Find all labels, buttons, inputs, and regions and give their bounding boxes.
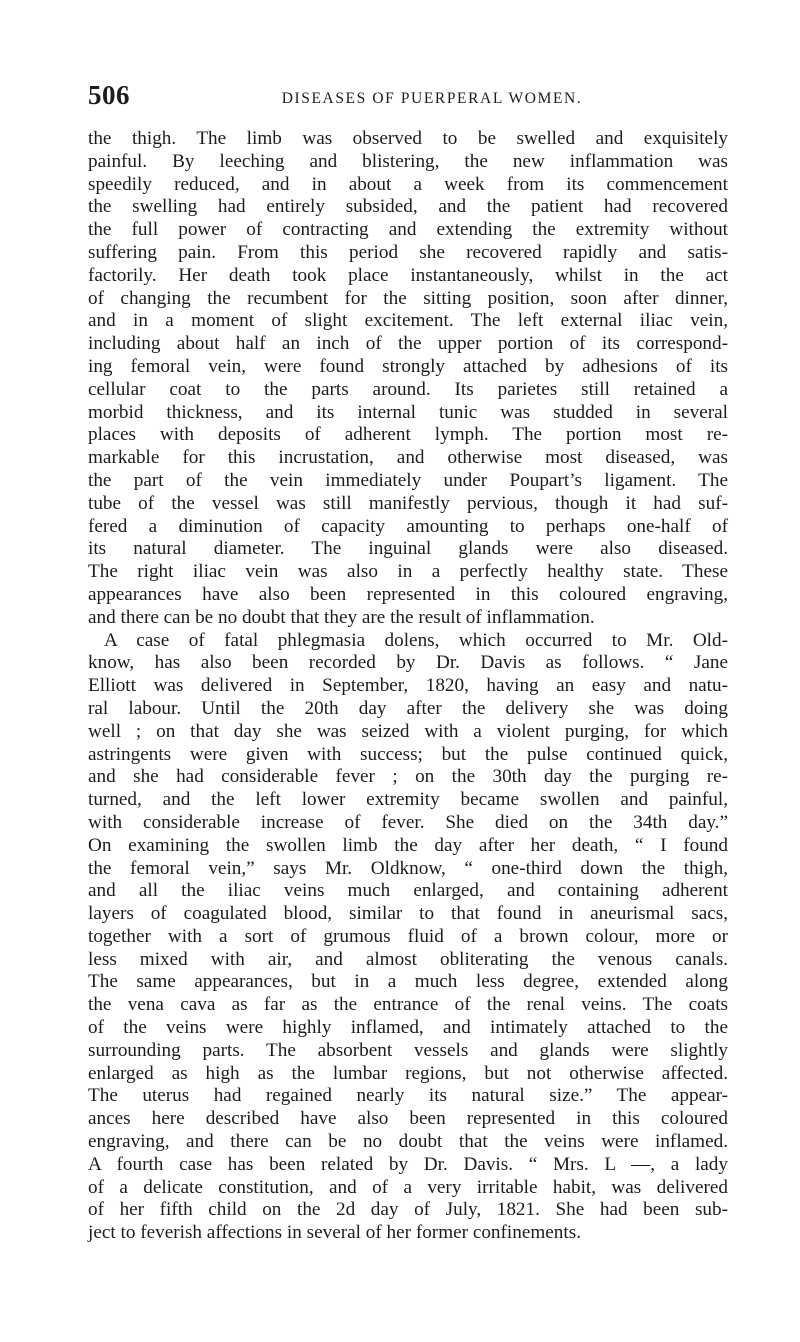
text-line: appearances have also been represented in this coloured engraving, [88,583,728,605]
text-line: less mixed with air, and almost obliterating the venous canals. [88,948,728,970]
text-line: cellular coat to the parts around. Its parietes still retained a [88,378,728,400]
page-number: 506 [88,80,130,110]
running-head [88,80,728,114]
text-line: including about half an inch of the upper portion of its correspond- [88,333,728,355]
text-line: A case of fatal phlegmasia dolens, which occurred to Mr. Old- [104,629,728,651]
text-line: and there can be no doubt that they are the result of inflammation. [88,606,595,628]
text-line: morbid thickness, and its internal tunic was studded in several [88,401,728,423]
text-line: the femoral vein,” says Mr. Oldknow, “ one-third down the thigh, [88,857,728,879]
running-title: DISEASES OF PUERPERAL WOMEN. [281,90,583,107]
text-line: A fourth case has been related by Dr. Davis. “ Mrs. L —, a lady [88,1153,728,1175]
text-line: tube of the vessel was still manifestly pervious, though it had suf- [88,492,728,514]
text-line: of a delicate constitution, and of a very irritable habit, was delivered [88,1176,728,1198]
text-line: suffering pain. From this period she recovered rapidly and satis- [88,241,728,263]
text-line: its natural diameter. The inguinal glands were also diseased. [88,538,728,560]
text-line: painful. By leeching and blistering, the new inflammation was [88,150,728,172]
text-line: of the veins were highly inflamed, and intimately attached to the [88,1017,728,1039]
text-line: the swelling had entirely subsided, and the patient had recovered [88,196,728,218]
text-line: engraving, and there can be no doubt that the veins were inflamed. [88,1131,728,1153]
text-line: On examining the swollen limb the day after her death, “ I found [88,834,728,856]
text-line: ing femoral vein, were found strongly attached by adhesions of its [88,355,728,377]
text-line: of her fifth child on the 2d day of July, 1821. She had been sub- [88,1199,728,1221]
text-line: turned, and the left lower extremity became swollen and painful, [88,789,728,811]
text-line: fered a diminution of capacity amounting to perhaps one-half of [88,515,728,537]
text-line: ral labour. Until the 20th day after the delivery she was doing [88,697,728,719]
text-line: places with deposits of adherent lymph. The portion most re- [88,424,728,446]
text-line: and all the iliac veins much enlarged, and containing adherent [88,880,728,902]
text-line: with considerable increase of fever. She died on the 34th day.” [88,811,728,833]
text-line: and in a moment of slight excitement. The left external iliac vein, [88,310,728,332]
text-line: of changing the recumbent for the sitting position, soon after dinner, [88,287,728,309]
text-line: ject to feverish affections in several of her former confinements. [88,1222,581,1244]
text-line: the full power of contracting and extending the extremity without [88,219,728,241]
text-line: surrounding parts. The absorbent vessels and glands were slightly [88,1039,728,1061]
text-line: astringents were given with success; but the pulse continued quick, [88,743,728,765]
text-line: markable for this incrustation, and otherwise most diseased, was [88,447,728,469]
text-line: factorily. Her death took place instantaneously, whilst in the act [88,264,728,286]
text-line: The same appearances, but in a much less degree, extended along [88,971,728,993]
text-line: speedily reduced, and in about a week from its commencement [88,173,728,195]
text-line: the vena cava as far as the entrance of the renal veins. The coats [88,994,728,1016]
text-line: The right iliac vein was also in a perfectly healthy state. These [88,561,728,583]
text-line: well ; on that day she was seized with a violent purging, for which [88,720,728,742]
text-line: together with a sort of grumous fluid of a brown colour, more or [88,925,728,947]
text-line: know, has also been recorded by Dr. Davis as follows. “ Jane [88,652,728,674]
text-line: The uterus had regained nearly its natural size.” The appear- [88,1085,728,1107]
text-line: ances here described have also been represented in this coloured [88,1108,728,1130]
text-line: enlarged as high as the lumbar regions, but not otherwise affected. [88,1062,728,1084]
text-line: the part of the vein immediately under Poupart’s ligament. The [88,469,728,491]
text-line: the thigh. The limb was observed to be swelled and exquisitely [88,128,728,149]
body-text [88,128,728,1245]
text-line: layers of coagulated blood, similar to that found in aneurismal sacs, [88,903,728,925]
text-line: Elliott was delivered in September, 1820, having an easy and natu- [88,675,728,697]
text-line: and she had considerable fever ; on the 30th day the purging re- [88,766,728,788]
